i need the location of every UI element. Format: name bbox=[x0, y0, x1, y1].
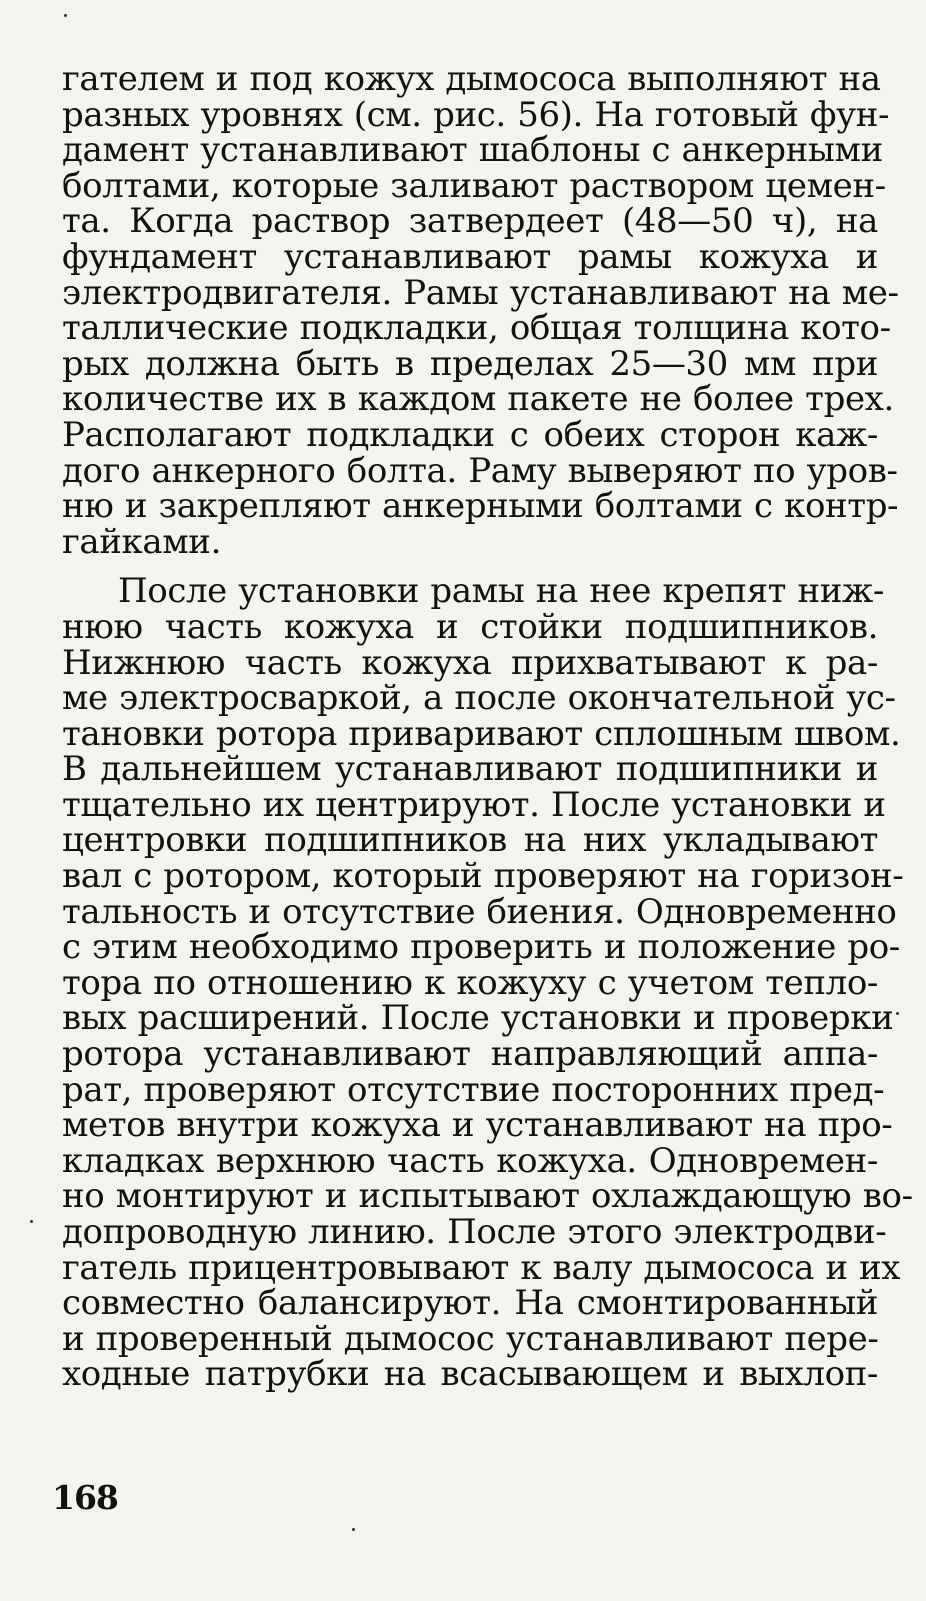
text-line: кладках верхнюю часть кожуха. Одновремен- bbox=[62, 1140, 878, 1181]
paragraph-1 bbox=[62, 59, 899, 562]
body-text bbox=[62, 59, 913, 1395]
text-line: метов внутри кожуха и устанавливают на про- bbox=[62, 1105, 893, 1146]
text-line: количестве их в каждом пакете не более трех. bbox=[62, 379, 894, 420]
text-line: таллические подкладки, общая толщина кото- bbox=[62, 308, 891, 349]
text-line: но монтируют и испытывают охлаждающую во- bbox=[62, 1176, 913, 1217]
print-speck bbox=[30, 1220, 33, 1223]
text-line: дамент устанавливают шаблоны с анкерными bbox=[62, 130, 883, 171]
text-line: ме электросваркой, а после окончательной ус- bbox=[62, 678, 896, 719]
text-line: ротора устанавливают направляющий аппа- bbox=[62, 1034, 878, 1075]
text-line: с этим необходимо проверить и положение ро- bbox=[62, 927, 900, 968]
text-line: рых должна быть в пределах 25—30 мм при bbox=[62, 343, 878, 384]
text-line: гателем и под кожух дымососа выполняют на bbox=[62, 59, 881, 99]
text-line: гайками. bbox=[62, 521, 221, 562]
print-speck bbox=[352, 1528, 355, 1531]
text-line: та. Когда раствор затвердеет (48—50 ч), на bbox=[62, 201, 878, 242]
text-line: нюю часть кожуха и стойки подшипников. bbox=[62, 606, 878, 647]
text-line: электродвигателя. Рамы устанавливают на ме- bbox=[62, 272, 899, 313]
text-line: разных уровнях (см. рис. 56). На готовый фун- bbox=[62, 94, 890, 135]
text-line: допроводную линию. После этого электродви- bbox=[62, 1212, 887, 1252]
text-line: совместно балансируют. На смонтированный bbox=[62, 1283, 878, 1324]
text-line: фундамент устанавливают рамы кожуха и bbox=[62, 236, 878, 277]
text-line: рат, проверяют отсутствие посторонних пред- bbox=[62, 1069, 885, 1110]
text-line: ню и закрепляют анкерными болтами с контр- bbox=[62, 486, 899, 527]
text-line: тальность и отсутствие биения. Одновременно bbox=[62, 891, 897, 932]
text-line: Нижнюю часть кожуха прихватывают к ра- bbox=[62, 642, 878, 683]
text-line: центровки подшипников на них укладывают bbox=[62, 820, 878, 861]
text-line: После установки рамы на нее крепят ниж- bbox=[118, 571, 884, 612]
page-number: 168 bbox=[52, 1478, 118, 1517]
print-speck bbox=[896, 1012, 899, 1015]
paragraph-2 bbox=[62, 571, 913, 1395]
text-line: ходные патрубки на всасывающем и выхлоп- bbox=[62, 1354, 878, 1395]
text-line: Располагают подкладки с обеих сторон каж- bbox=[62, 414, 878, 455]
text-line: дого анкерного болта. Раму выверяют по уров- bbox=[62, 450, 898, 491]
text-line: и проверенный дымосос устанавливают пере- bbox=[62, 1318, 879, 1359]
print-speck bbox=[64, 14, 67, 17]
text-line: тановки ротора приваривают сплошным швом. bbox=[62, 713, 901, 754]
text-line: гатель прицентровывают к валу дымососа и их bbox=[62, 1247, 901, 1288]
text-line: тщательно их центрируют. После установки и bbox=[62, 784, 886, 825]
text-line: вал с ротором, который проверяют на горизон- bbox=[62, 856, 904, 897]
text-line: вых расширений. После установки и проверки bbox=[62, 998, 894, 1039]
text-line: В дальнейшем устанавливают подшипники и bbox=[62, 749, 878, 790]
text-line: болтами, которые заливают раствором цемен- bbox=[62, 165, 886, 206]
text-line: тора по отношению к кожуху с учетом тепло- bbox=[62, 962, 878, 1003]
